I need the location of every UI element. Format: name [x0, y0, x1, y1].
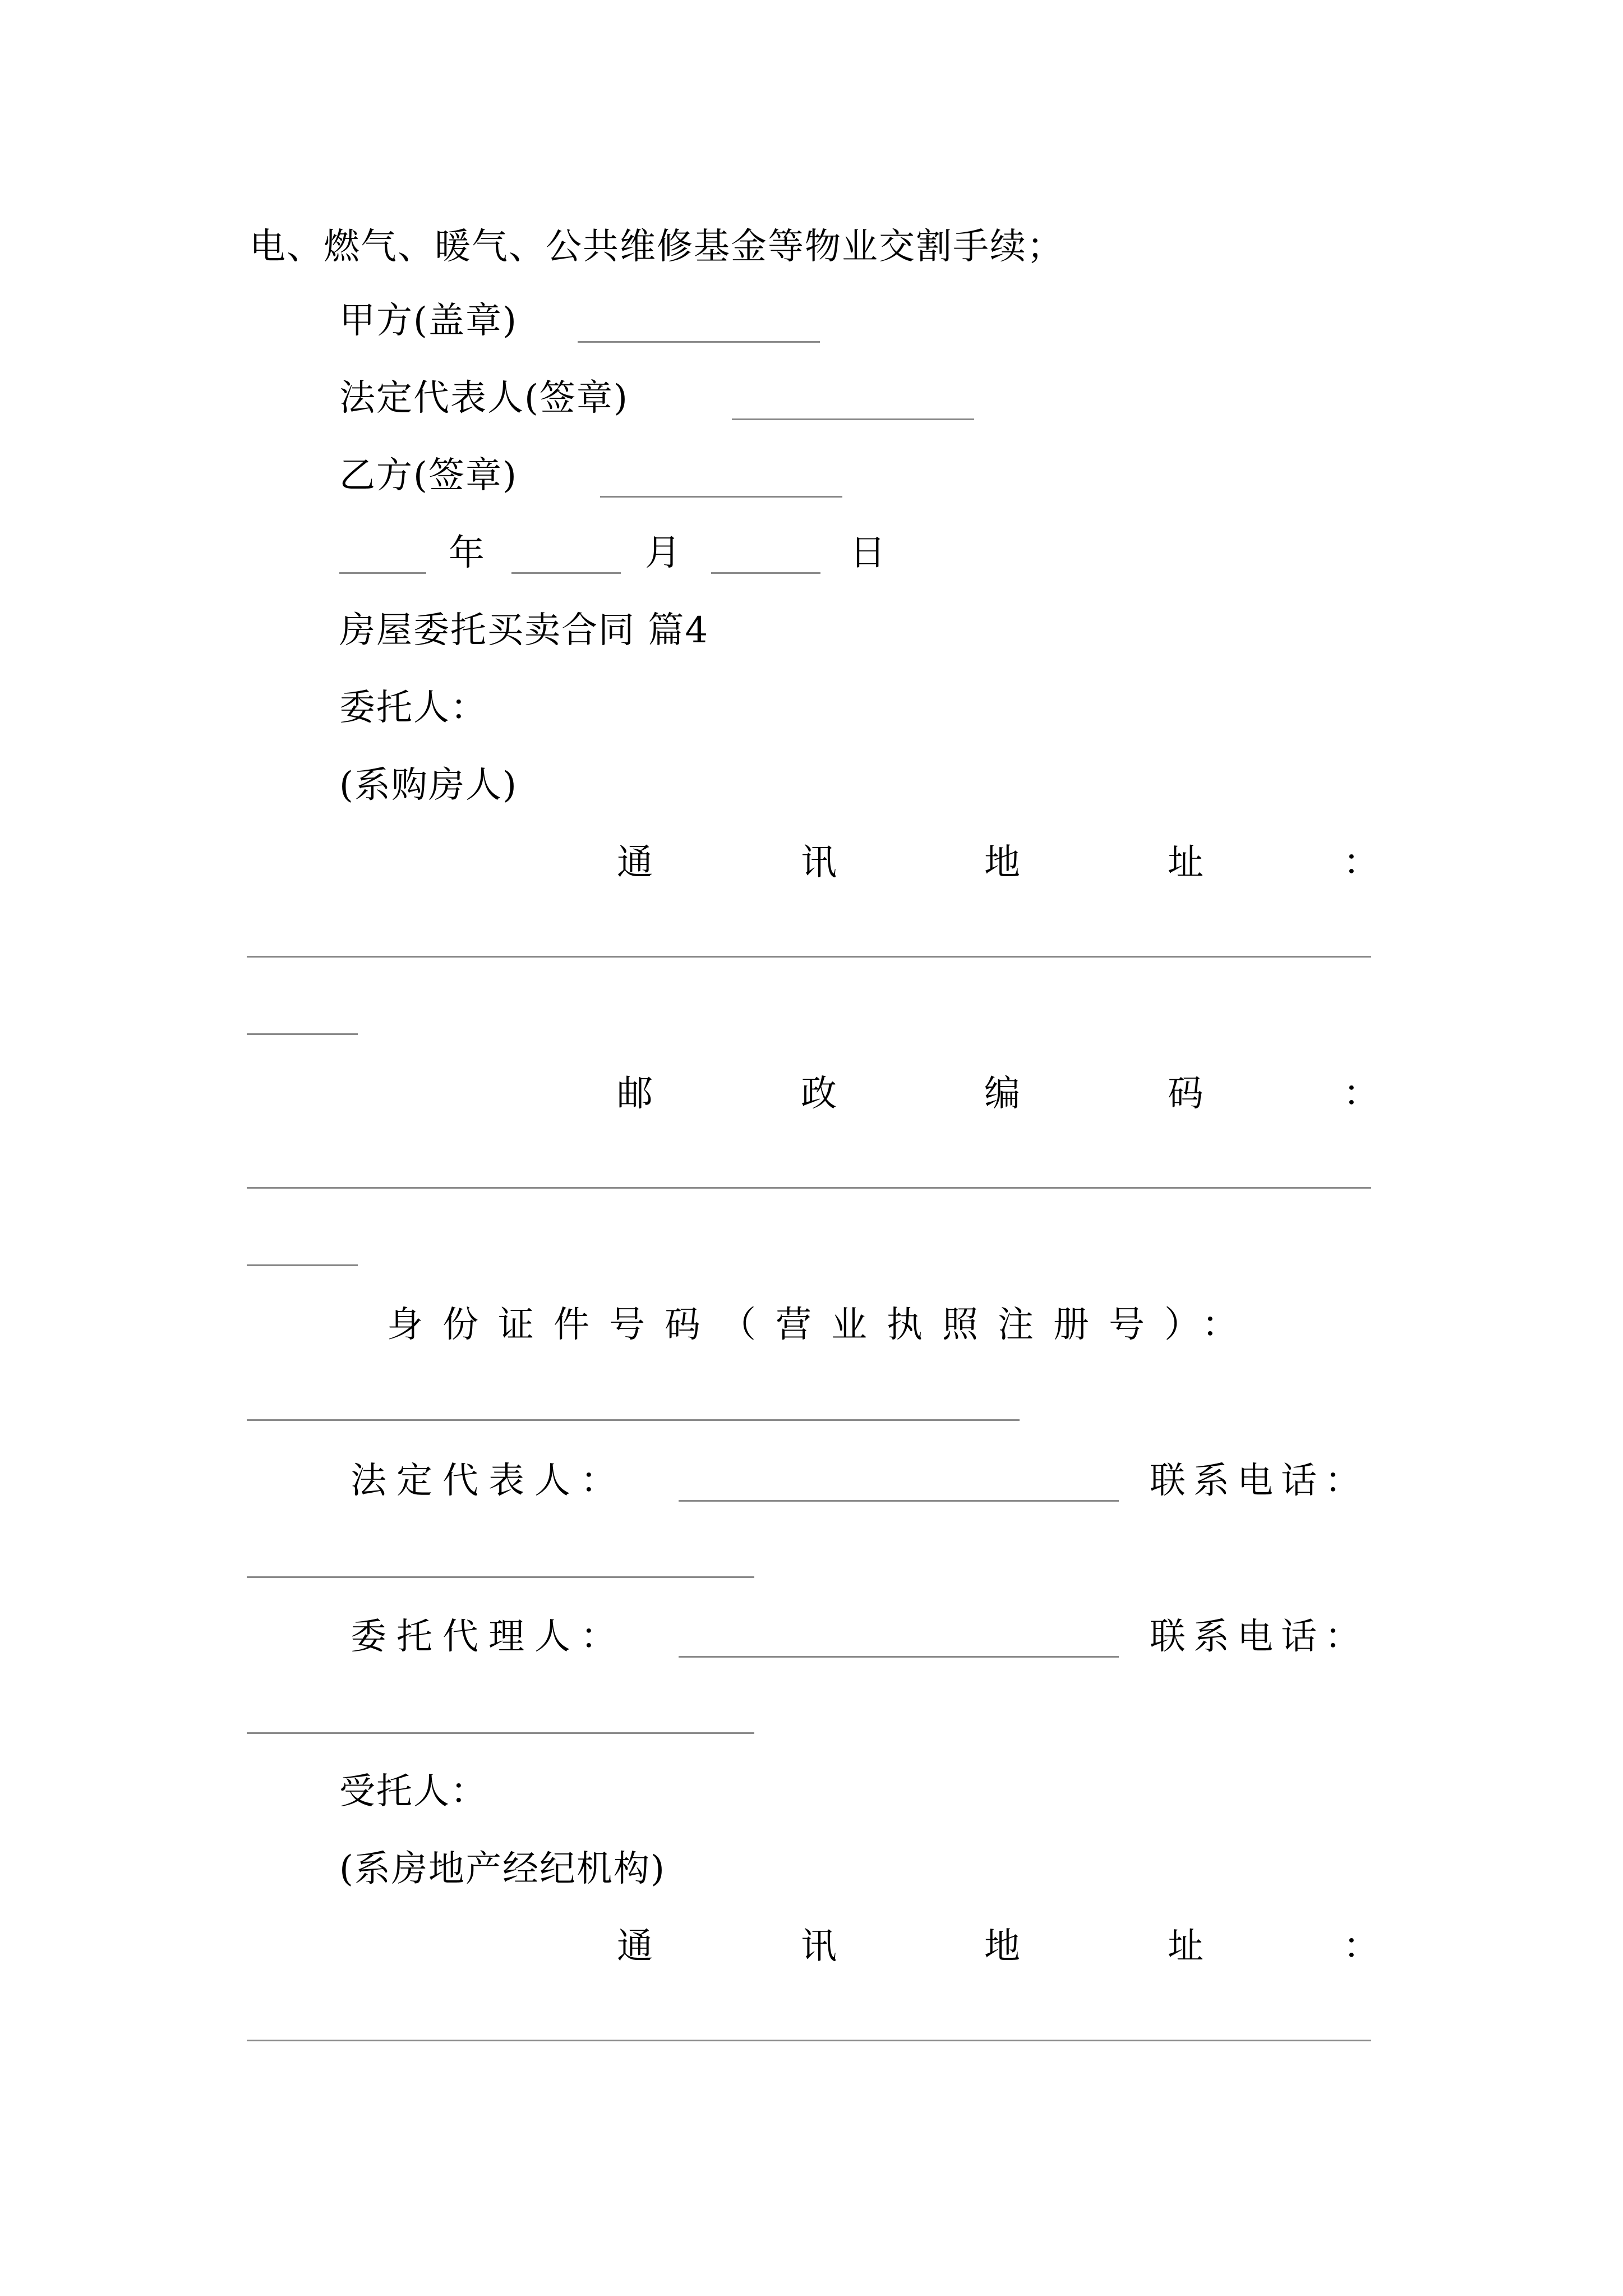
trustee-address-char: 通 — [617, 1926, 653, 1967]
client-id-number-blank[interactable] — [247, 1419, 1020, 1421]
party-b-seal-label: 乙方(签章) — [339, 455, 518, 496]
trustee-role: (系房地产经纪机构) — [339, 1848, 666, 1890]
month-blank[interactable] — [511, 572, 621, 574]
client-postcode-blank[interactable] — [247, 1187, 1371, 1189]
client-label: 委托人： — [339, 687, 487, 729]
client-address-blank-cont[interactable] — [247, 1033, 358, 1035]
day-blank[interactable] — [711, 572, 820, 574]
year-blank[interactable] — [339, 572, 426, 574]
client-agent-blank[interactable] — [679, 1656, 1119, 1658]
party-a-seal-label: 甲方(盖章) — [339, 300, 518, 342]
client-address-blank[interactable] — [247, 956, 1371, 958]
party-b-seal-blank[interactable] — [600, 496, 842, 498]
day-label: 日 — [850, 532, 886, 574]
section-title: 房屋委托买卖合同 篇4 — [339, 610, 709, 651]
party-a-seal-blank[interactable] — [578, 341, 820, 343]
client-id-number-label: 身份证件号码（营业执照注册号）： — [387, 1304, 1257, 1346]
trustee-address-char: 地 — [984, 1926, 1020, 1967]
client-address-char: 地 — [984, 842, 1020, 884]
trustee-address-colon: ： — [1343, 1926, 1379, 1967]
client-postcode-blank-cont[interactable] — [247, 1264, 358, 1266]
month-label: 月 — [645, 532, 681, 574]
client-address-char: 址 — [1168, 842, 1204, 884]
year-label: 年 — [449, 532, 485, 574]
client-legal-rep-phone-label: 联系电话： — [1150, 1460, 1368, 1502]
client-postcode-char: 邮 — [617, 1073, 653, 1115]
client-address-colon: ： — [1343, 842, 1379, 884]
client-postcode-char: 编 — [984, 1073, 1020, 1115]
client-postcode-char: 政 — [801, 1073, 837, 1115]
utilities-line: 电、燃气、暖气、公共维修基金等物业交割手续； — [250, 226, 1064, 268]
trustee-address-char: 讯 — [801, 1926, 837, 1967]
trustee-address-char: 址 — [1168, 1926, 1204, 1967]
client-agent-phone-label: 联系电话： — [1150, 1616, 1368, 1658]
client-address-char: 通 — [617, 842, 653, 884]
client-role: (系购房人) — [339, 765, 518, 806]
client-legal-rep-phone-blank[interactable] — [247, 1576, 754, 1578]
legal-rep-seal-label: 法定代表人(签章) — [339, 378, 629, 419]
legal-rep-seal-blank[interactable] — [732, 418, 974, 420]
client-agent-phone-blank[interactable] — [247, 1732, 754, 1734]
client-address-char: 讯 — [801, 842, 837, 884]
client-legal-rep-label: 法定代表人： — [351, 1460, 626, 1502]
client-postcode-char: 码 — [1168, 1073, 1204, 1115]
client-agent-label: 委托代理人： — [351, 1616, 626, 1658]
client-postcode-colon: ： — [1343, 1073, 1379, 1115]
trustee-label: 受托人： — [339, 1771, 487, 1812]
trustee-address-blank[interactable] — [247, 2040, 1371, 2041]
client-legal-rep-blank[interactable] — [679, 1500, 1119, 1502]
